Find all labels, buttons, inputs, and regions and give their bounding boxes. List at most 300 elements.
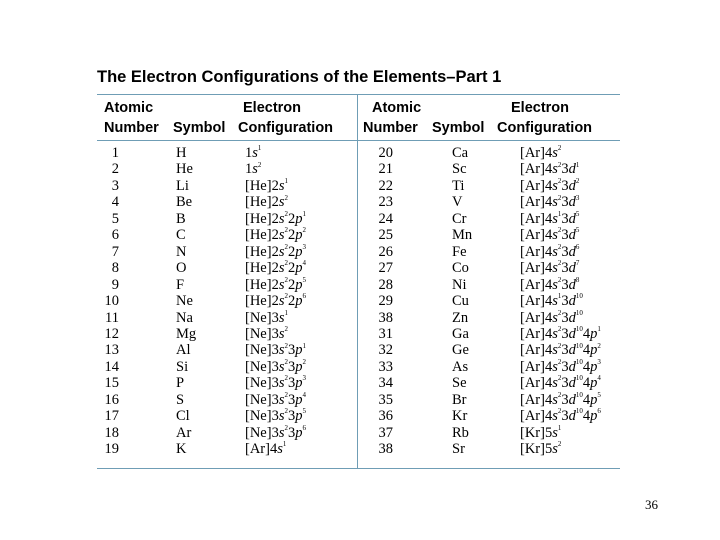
config-term: [Ar]4 xyxy=(520,161,553,178)
atomic-number: 29 xyxy=(378,293,393,310)
atomic-number: 17 xyxy=(104,408,119,425)
config-superscript: 2 xyxy=(557,160,562,169)
electron-configuration xyxy=(245,161,261,178)
config-superscript: 2 xyxy=(557,358,562,367)
config-term: [Ar]4 xyxy=(520,391,553,408)
config-term: [Ar]4 xyxy=(520,210,553,227)
config-term: [Ne]3 xyxy=(245,342,279,359)
config-superscript: 10 xyxy=(575,292,583,301)
config-term: p xyxy=(295,375,303,392)
config-superscript: 5 xyxy=(575,209,580,218)
atomic-number: 16 xyxy=(104,391,119,408)
config-term: [He]2 xyxy=(245,243,279,260)
config-superscript: 2 xyxy=(284,259,288,268)
atomic-number: 13 xyxy=(104,342,119,359)
config-term: s xyxy=(552,293,558,310)
config-superscript: 2 xyxy=(557,390,562,399)
config-superscript: 1 xyxy=(302,209,306,218)
config-term: s xyxy=(552,309,558,326)
config-term: s xyxy=(278,309,285,326)
config-term: 4 xyxy=(582,408,591,425)
config-superscript: 1 xyxy=(284,177,288,186)
config-superscript: 2 xyxy=(557,226,562,235)
config-term: 2 xyxy=(287,276,296,293)
config-term: [Ar]4 xyxy=(520,276,553,293)
element-symbol: Be xyxy=(176,194,193,211)
electron-configuration xyxy=(520,277,579,294)
config-term: [He]2 xyxy=(245,293,279,310)
atomic-number: 2 xyxy=(111,161,119,178)
header-top-rule xyxy=(97,94,620,95)
atomic-number: 18 xyxy=(104,424,119,441)
electron-configuration xyxy=(245,326,288,343)
electron-configuration xyxy=(520,359,601,376)
config-term: 3 xyxy=(561,227,569,244)
atomic-number: 36 xyxy=(378,408,393,425)
config-term: [Ar]4 xyxy=(520,358,553,375)
config-term: 3 xyxy=(561,293,569,310)
atomic-number: 12 xyxy=(104,325,119,342)
element-symbol: Ga xyxy=(452,325,469,342)
config-term: p xyxy=(590,391,598,408)
config-superscript: 1 xyxy=(557,292,562,301)
config-superscript: 1 xyxy=(575,160,580,169)
element-symbol: K xyxy=(176,441,187,458)
config-term: s xyxy=(278,408,285,425)
element-symbol: Ar xyxy=(176,424,192,441)
config-term: s xyxy=(278,194,285,211)
config-term: d xyxy=(568,194,576,211)
config-superscript: 2 xyxy=(257,160,262,169)
config-superscript: 1 xyxy=(257,144,262,153)
config-term: 2 xyxy=(287,293,296,310)
atomic-number: 19 xyxy=(104,441,119,458)
config-term: p xyxy=(295,408,303,425)
column-divider xyxy=(357,95,358,469)
electron-configuration xyxy=(520,227,579,244)
config-term: s xyxy=(552,161,558,178)
config-superscript: 2 xyxy=(284,193,288,202)
electron-configuration xyxy=(245,359,306,376)
element-symbol: Ne xyxy=(176,293,193,310)
atomic-number: 20 xyxy=(378,145,393,161)
element-symbol: H xyxy=(176,145,187,161)
atomic-number: 24 xyxy=(378,210,393,227)
config-term: p xyxy=(295,293,303,310)
config-term: 3 xyxy=(287,391,296,408)
element-symbol: Cu xyxy=(452,293,469,310)
atomic-number: 34 xyxy=(378,375,393,392)
config-term: 3 xyxy=(561,210,569,227)
config-term: [Ne]3 xyxy=(245,375,279,392)
element-symbol: Ca xyxy=(452,145,469,161)
header-electron-left: Electron xyxy=(243,100,302,116)
element-symbol: Rb xyxy=(452,424,469,441)
config-term: 3 xyxy=(287,342,296,359)
atomic-number: 15 xyxy=(104,375,119,392)
atomic-number: 3 xyxy=(111,177,119,194)
header-symbol-left: Symbol xyxy=(173,120,226,136)
table-bottom-rule xyxy=(97,468,620,469)
header-bottom-rule xyxy=(97,140,620,141)
config-superscript: 2 xyxy=(557,407,562,416)
element-symbol: P xyxy=(176,375,185,392)
config-superscript: 4 xyxy=(302,390,306,399)
element-symbol: Mg xyxy=(176,325,197,342)
atomic-number: 10 xyxy=(104,293,119,310)
element-symbol: Co xyxy=(452,260,469,277)
config-term: [Ar]4 xyxy=(520,375,553,392)
element-symbol: Sc xyxy=(452,161,467,178)
config-term: 2 xyxy=(287,260,296,277)
electron-configuration xyxy=(245,227,306,244)
electron-configuration xyxy=(520,392,601,409)
config-term: s xyxy=(552,243,558,260)
config-term: p xyxy=(590,358,598,375)
config-term: 3 xyxy=(561,177,569,194)
electron-configuration xyxy=(520,293,583,310)
config-superscript: 6 xyxy=(597,407,601,416)
config-term: 3 xyxy=(561,243,569,260)
config-term: d xyxy=(568,243,576,260)
config-term: d xyxy=(568,358,576,375)
atomic-number: 11 xyxy=(105,309,119,326)
config-term: p xyxy=(295,276,303,293)
header-symbol-right: Symbol xyxy=(432,120,485,136)
electron-configuration xyxy=(520,161,579,178)
header-atomic-left: Atomic xyxy=(104,100,154,116)
config-term: s xyxy=(552,210,558,227)
electron-configuration xyxy=(245,277,306,294)
config-superscript: 10 xyxy=(575,308,583,317)
config-term: 4 xyxy=(582,325,591,342)
header-number-right: Number xyxy=(363,120,418,136)
config-term: [Ar]4 xyxy=(520,325,553,342)
config-superscript: 2 xyxy=(284,292,288,301)
config-superscript: 1 xyxy=(597,325,601,334)
config-term: 3 xyxy=(561,276,569,293)
electron-configuration xyxy=(520,375,601,392)
config-term: 3 xyxy=(561,194,569,211)
config-term: d xyxy=(568,375,576,392)
config-superscript: 1 xyxy=(557,209,562,218)
element-symbol: Si xyxy=(176,358,189,375)
config-term: s xyxy=(552,177,558,194)
config-term: 3 xyxy=(561,309,569,326)
config-term: [He]2 xyxy=(245,260,279,277)
element-symbol: Kr xyxy=(452,408,468,425)
config-superscript: 2 xyxy=(557,341,562,350)
atomic-number: 27 xyxy=(378,260,393,277)
config-superscript: 5 xyxy=(597,390,601,399)
config-term: 3 xyxy=(561,358,569,375)
config-term: 2 xyxy=(287,210,296,227)
config-superscript: 2 xyxy=(557,144,562,153)
element-symbol: Ti xyxy=(452,177,465,194)
config-term: [Ar]4 xyxy=(520,309,553,326)
config-term: p xyxy=(295,260,303,277)
config-term: [He]2 xyxy=(245,276,279,293)
config-superscript: 3 xyxy=(302,374,306,383)
config-term: [Ar]4 xyxy=(520,227,553,244)
config-superscript: 4 xyxy=(597,374,601,383)
config-term: [He]2 xyxy=(245,177,279,194)
element-symbol: Al xyxy=(176,342,191,359)
config-superscript: 3 xyxy=(597,358,601,367)
atomic-number: 6 xyxy=(111,227,119,244)
config-term: p xyxy=(295,227,303,244)
element-symbol: C xyxy=(176,227,186,244)
atomic-number: 23 xyxy=(378,194,393,211)
config-term: s xyxy=(278,177,285,194)
config-superscript: 10 xyxy=(575,374,583,383)
config-term: [He]2 xyxy=(245,210,279,227)
config-superscript: 2 xyxy=(284,275,288,284)
config-term: s xyxy=(552,408,558,425)
config-term: s xyxy=(278,210,285,227)
config-term: [He]2 xyxy=(245,194,279,211)
electron-configuration xyxy=(245,392,306,409)
electron-configuration xyxy=(245,441,286,458)
config-term: 4 xyxy=(582,342,591,359)
config-term: [Ar]4 xyxy=(520,408,553,425)
config-term: s xyxy=(552,276,558,293)
atomic-number: 35 xyxy=(378,391,393,408)
config-term: [Ar]4 xyxy=(245,441,278,458)
config-term: p xyxy=(590,325,598,342)
electron-configuration xyxy=(245,293,306,310)
element-symbol: Ni xyxy=(452,276,467,293)
config-term: p xyxy=(295,424,303,441)
config-term: 3 xyxy=(561,260,569,277)
config-term: [Ar]4 xyxy=(520,177,553,194)
config-term: s xyxy=(278,260,285,277)
header-electron-right: Electron xyxy=(511,100,570,116)
element-symbol: Na xyxy=(176,309,193,326)
electron-configuration xyxy=(245,178,288,195)
config-superscript: 6 xyxy=(575,242,580,251)
atomic-number: 33 xyxy=(378,358,393,375)
atomic-number: 1 xyxy=(111,145,119,161)
element-symbol: He xyxy=(176,161,193,178)
config-term: p xyxy=(590,408,598,425)
config-term: [Kr]5 xyxy=(520,441,553,458)
config-term: d xyxy=(568,408,576,425)
config-term: d xyxy=(568,309,576,326)
config-term: s xyxy=(252,161,258,178)
config-superscript: 2 xyxy=(284,423,288,432)
config-term: 3 xyxy=(561,408,569,425)
config-superscript: 2 xyxy=(557,325,562,334)
element-symbol: F xyxy=(176,276,185,293)
config-term: d xyxy=(568,260,576,277)
electron-configuration xyxy=(520,260,579,277)
atomic-number: 21 xyxy=(378,161,393,178)
element-symbol: As xyxy=(452,358,469,375)
config-superscript: 2 xyxy=(557,193,562,202)
page-title: The Electron Configurations of the Elements–Part 1 xyxy=(97,68,502,86)
electron-configuration xyxy=(520,194,579,211)
config-term: p xyxy=(590,375,598,392)
atomic-number: 9 xyxy=(111,276,119,293)
electron-configuration xyxy=(520,425,561,442)
element-symbol: N xyxy=(176,243,187,260)
config-superscript: 2 xyxy=(284,374,288,383)
atomic-number: 8 xyxy=(111,260,119,277)
config-superscript: 2 xyxy=(284,341,288,350)
electron-configuration xyxy=(245,244,306,261)
config-term: s xyxy=(278,424,285,441)
config-term: [Ar]4 xyxy=(520,293,553,310)
config-term: p xyxy=(590,342,598,359)
config-superscript: 2 xyxy=(557,275,562,284)
element-symbol: B xyxy=(176,210,186,227)
config-term: 1 xyxy=(245,145,253,161)
atomic-number: 28 xyxy=(378,276,393,293)
electron-configuration xyxy=(245,145,261,162)
config-superscript: 6 xyxy=(302,423,306,432)
config-term: d xyxy=(568,391,576,408)
element-symbol: Zn xyxy=(452,309,469,326)
config-term: 2 xyxy=(287,227,296,244)
electron-configuration xyxy=(520,211,579,228)
config-term: 3 xyxy=(561,325,569,342)
config-term: [Ne]3 xyxy=(245,325,279,342)
electron-configuration xyxy=(520,408,601,425)
config-term: d xyxy=(568,342,576,359)
header-configuration-left: Configuration xyxy=(238,120,334,136)
electron-configuration xyxy=(245,194,288,211)
config-term: s xyxy=(252,145,258,161)
config-term: [Ar]4 xyxy=(520,194,553,211)
element-symbol: O xyxy=(176,260,187,277)
config-superscript: 2 xyxy=(302,358,306,367)
electron-configuration xyxy=(520,310,583,327)
config-term: s xyxy=(552,375,558,392)
config-superscript: 10 xyxy=(575,358,583,367)
config-term: 3 xyxy=(561,342,569,359)
element-symbol: Li xyxy=(176,177,189,194)
config-superscript: 2 xyxy=(557,440,562,449)
config-term: 3 xyxy=(561,161,569,178)
config-term: s xyxy=(278,375,285,392)
config-superscript: 2 xyxy=(284,209,288,218)
config-term: d xyxy=(568,161,576,178)
config-term: [Ne]3 xyxy=(245,424,279,441)
config-term: s xyxy=(278,391,285,408)
element-symbol: Cl xyxy=(176,408,190,425)
electron-configuration xyxy=(520,441,561,458)
electron-configuration xyxy=(520,244,579,261)
config-superscript: 10 xyxy=(575,407,583,416)
config-term: s xyxy=(278,276,285,293)
config-term: s xyxy=(552,441,558,458)
config-term: 3 xyxy=(287,408,296,425)
config-term: s xyxy=(552,342,558,359)
electron-configuration xyxy=(245,375,306,392)
config-term: [Ne]3 xyxy=(245,309,279,326)
config-term: s xyxy=(552,358,558,375)
element-symbol: V xyxy=(452,194,463,211)
config-term: s xyxy=(278,293,285,310)
config-superscript: 2 xyxy=(557,374,562,383)
electron-configuration xyxy=(520,178,579,195)
config-superscript: 8 xyxy=(575,275,580,284)
atomic-number: 14 xyxy=(104,358,119,375)
atomic-number: 4 xyxy=(111,194,119,211)
config-superscript: 2 xyxy=(284,325,288,334)
config-term: s xyxy=(552,145,558,161)
config-term: p xyxy=(295,391,303,408)
config-superscript: 4 xyxy=(302,259,306,268)
config-superscript: 1 xyxy=(302,341,306,350)
config-term: 2 xyxy=(287,243,296,260)
header-number-left: Number xyxy=(104,120,159,136)
config-superscript: 2 xyxy=(284,407,288,416)
config-term: [Ar]4 xyxy=(520,260,553,277)
config-term: d xyxy=(568,210,576,227)
config-term: 1 xyxy=(245,161,253,178)
config-superscript: 2 xyxy=(597,341,601,350)
page-number: 36 xyxy=(645,497,658,512)
atomic-number: 22 xyxy=(378,177,393,194)
config-term: [Ar]4 xyxy=(520,342,553,359)
config-term: 3 xyxy=(287,375,296,392)
electron-configuration xyxy=(245,310,288,327)
config-superscript: 2 xyxy=(557,177,562,186)
atomic-number: 5 xyxy=(111,210,119,227)
atomic-number: 32 xyxy=(378,342,393,359)
atomic-number: 37 xyxy=(378,424,393,441)
electron-configuration xyxy=(245,342,306,359)
config-term: 3 xyxy=(561,375,569,392)
atomic-number: 25 xyxy=(378,227,393,244)
config-superscript: 10 xyxy=(575,325,583,334)
atomic-number: 31 xyxy=(378,325,393,342)
header-configuration-right: Configuration xyxy=(497,120,593,136)
config-superscript: 10 xyxy=(575,341,583,350)
config-term: [He]2 xyxy=(245,227,279,244)
config-term: d xyxy=(568,227,576,244)
config-superscript: 2 xyxy=(557,242,562,251)
config-superscript: 5 xyxy=(302,407,306,416)
config-term: s xyxy=(277,441,283,458)
config-superscript: 1 xyxy=(284,308,288,317)
config-superscript: 2 xyxy=(284,358,288,367)
config-term: d xyxy=(568,293,576,310)
config-superscript: 2 xyxy=(575,177,580,186)
config-term: [Ne]3 xyxy=(245,391,279,408)
atomic-number: 38 xyxy=(378,309,393,326)
element-symbol: Fe xyxy=(452,243,467,260)
config-term: p xyxy=(295,358,303,375)
config-superscript: 1 xyxy=(282,440,287,449)
atomic-number: 26 xyxy=(378,243,393,260)
config-term: s xyxy=(552,424,558,441)
config-term: p xyxy=(295,210,303,227)
config-superscript: 5 xyxy=(575,226,580,235)
config-term: s xyxy=(278,358,285,375)
header-atomic-right: Atomic xyxy=(372,100,422,116)
config-term: s xyxy=(552,194,558,211)
config-term: 3 xyxy=(561,391,569,408)
electron-configuration xyxy=(245,425,306,442)
electron-configuration xyxy=(520,342,601,359)
config-term: s xyxy=(278,227,285,244)
element-symbol: Cr xyxy=(452,210,467,227)
config-term: s xyxy=(552,391,558,408)
element-symbol: S xyxy=(176,391,185,408)
